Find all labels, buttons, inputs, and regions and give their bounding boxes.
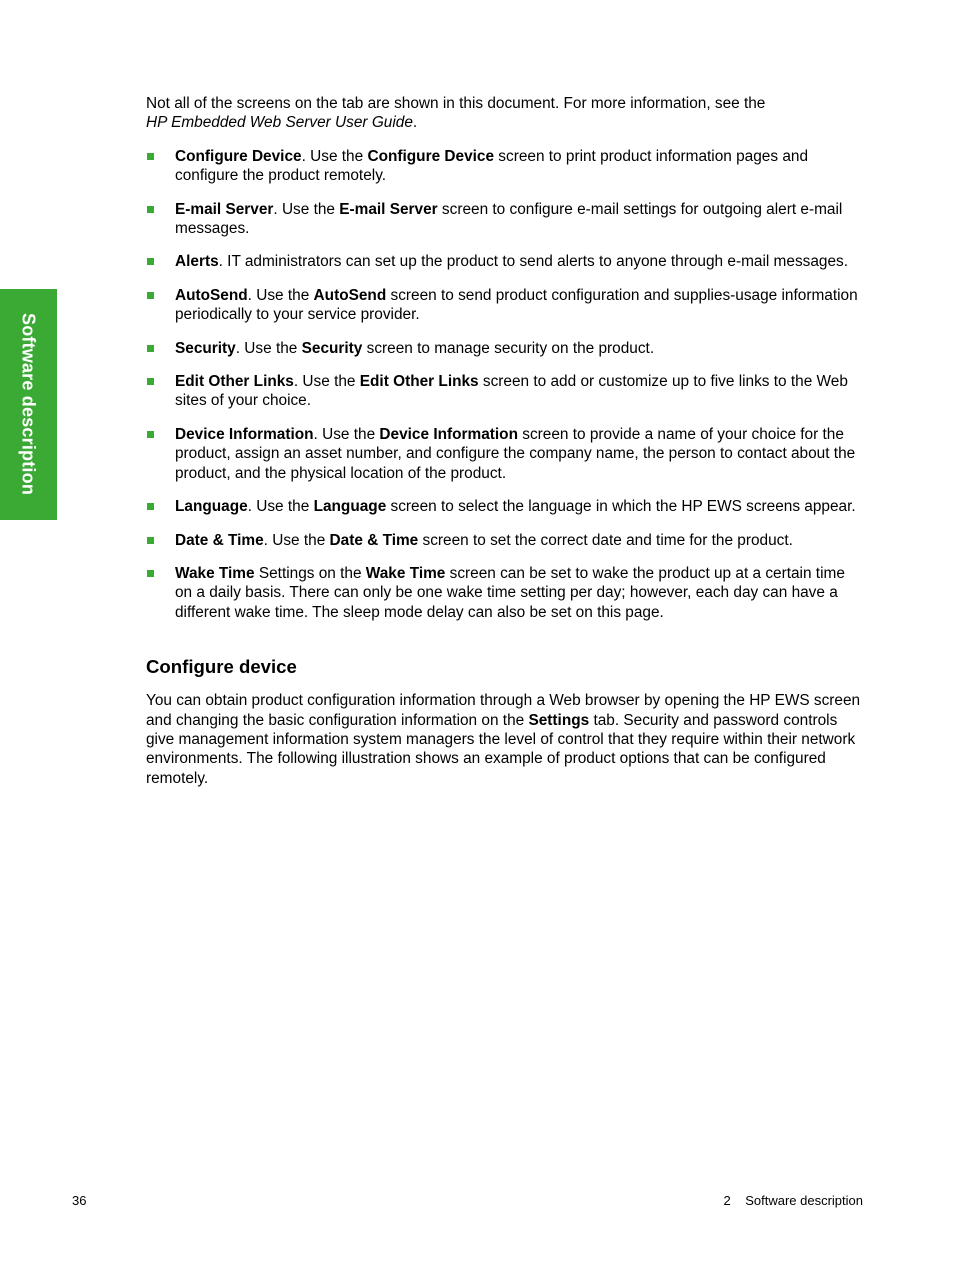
item-term-ref: Configure Device [367, 147, 495, 165]
item-text: . Use the [273, 200, 340, 218]
item-text: . Use the [235, 339, 302, 357]
square-bullet-icon [147, 503, 154, 510]
item-term-ref: Edit Other Links [359, 373, 479, 391]
item-term: Date & Time [175, 531, 264, 549]
item-term-ref: Date & Time [329, 531, 419, 549]
list-item [146, 425, 862, 483]
item-text: screen to send product configuration and supplies-usage information periodically to your service provider. [175, 286, 858, 324]
item-term: Security [175, 339, 236, 357]
item-text: . Use the [301, 147, 368, 165]
item-term-ref: Language [313, 498, 387, 516]
item-text: . Use the [263, 531, 330, 549]
square-bullet-icon [147, 258, 154, 265]
section-heading: Configure device [146, 656, 297, 678]
item-text: screen to select the language in which the HP EWS screens appear. [386, 498, 856, 516]
square-bullet-icon [147, 292, 154, 299]
square-bullet-icon [147, 206, 154, 213]
item-text: screen to configure e-mail settings for outgoing alert e-mail messages. [175, 200, 843, 238]
section-paragraph [146, 691, 862, 788]
list-item [146, 339, 862, 358]
item-text: screen to manage security on the product. [362, 339, 655, 357]
intro-end: . [412, 114, 418, 132]
square-bullet-icon [147, 378, 154, 385]
list-item [146, 372, 862, 411]
item-text: . Use the [247, 498, 314, 516]
item-text: screen can be set to wake the product up at a certain time on a daily basis. There can only be one wake time setting per day; however, each day can have a different wake time. The sleep mode delay can also be set on this page. [175, 564, 845, 621]
square-bullet-icon [147, 345, 154, 352]
item-text: . IT administrators can set up the product to send alerts to anyone through e-mail messages. [218, 253, 848, 271]
item-term: AutoSend [175, 286, 248, 304]
item-term: Language [175, 498, 248, 516]
list-item [146, 200, 862, 239]
section-text: You can obtain product configuration information through a Web browser by opening the HP EWS screen and changing the basic configuration information on the [146, 692, 861, 729]
list-item [146, 497, 862, 516]
item-text: . Use the [293, 373, 360, 391]
chapter-footer: 2 Software description [723, 1193, 863, 1208]
item-text: screen to provide a name of your choice for the product, assign an asset number, and configure the company name, the person to contact about the product, and the physical location of the product. [175, 425, 856, 482]
item-term-ref: E-mail Server [339, 200, 438, 218]
intro-text: Not all of the screens on the tab are shown in this document. For more information, see the [146, 95, 766, 112]
side-tab-label: Software description [18, 312, 39, 496]
guide-title: HP Embedded Web Server User Guide [146, 114, 413, 132]
square-bullet-icon [147, 431, 154, 438]
page-number: 36 [72, 1193, 87, 1208]
item-term: Device Information [175, 425, 314, 443]
item-term: Edit Other Links [175, 373, 294, 391]
item-text: screen to add or customize up to five links to the Web sites of your choice. [175, 373, 848, 410]
intro-paragraph [146, 94, 862, 133]
item-text: Settings on the [254, 564, 366, 582]
item-term-ref: Wake Time [365, 564, 446, 582]
section-text: tab. Security and password controls give management information system managers the level of control that they require within their network environments. The following illustration shows an example of product options that can be configured remotely. [146, 711, 856, 787]
item-term-ref: AutoSend [313, 286, 387, 304]
item-text: screen to print product information pages and configure the product remotely. [175, 147, 809, 185]
main-content [146, 94, 862, 788]
item-term: Configure Device [175, 147, 302, 165]
settings-term: Settings [528, 711, 590, 729]
item-term-ref: Security [301, 339, 363, 357]
feature-list [146, 147, 862, 622]
item-text: . Use the [313, 425, 380, 443]
item-text: screen to set the correct date and time for the product. [418, 531, 793, 549]
item-term: Wake Time [175, 564, 255, 582]
list-item [146, 531, 862, 550]
list-item [146, 564, 862, 622]
square-bullet-icon [147, 537, 154, 544]
item-term: Alerts [175, 253, 219, 271]
list-item [146, 286, 862, 325]
list-item [146, 252, 862, 271]
item-term-ref: Device Information [379, 425, 518, 443]
list-item [146, 147, 862, 186]
square-bullet-icon [147, 153, 154, 160]
square-bullet-icon [147, 570, 154, 577]
item-text: . Use the [247, 286, 314, 304]
item-term: E-mail Server [175, 200, 274, 218]
